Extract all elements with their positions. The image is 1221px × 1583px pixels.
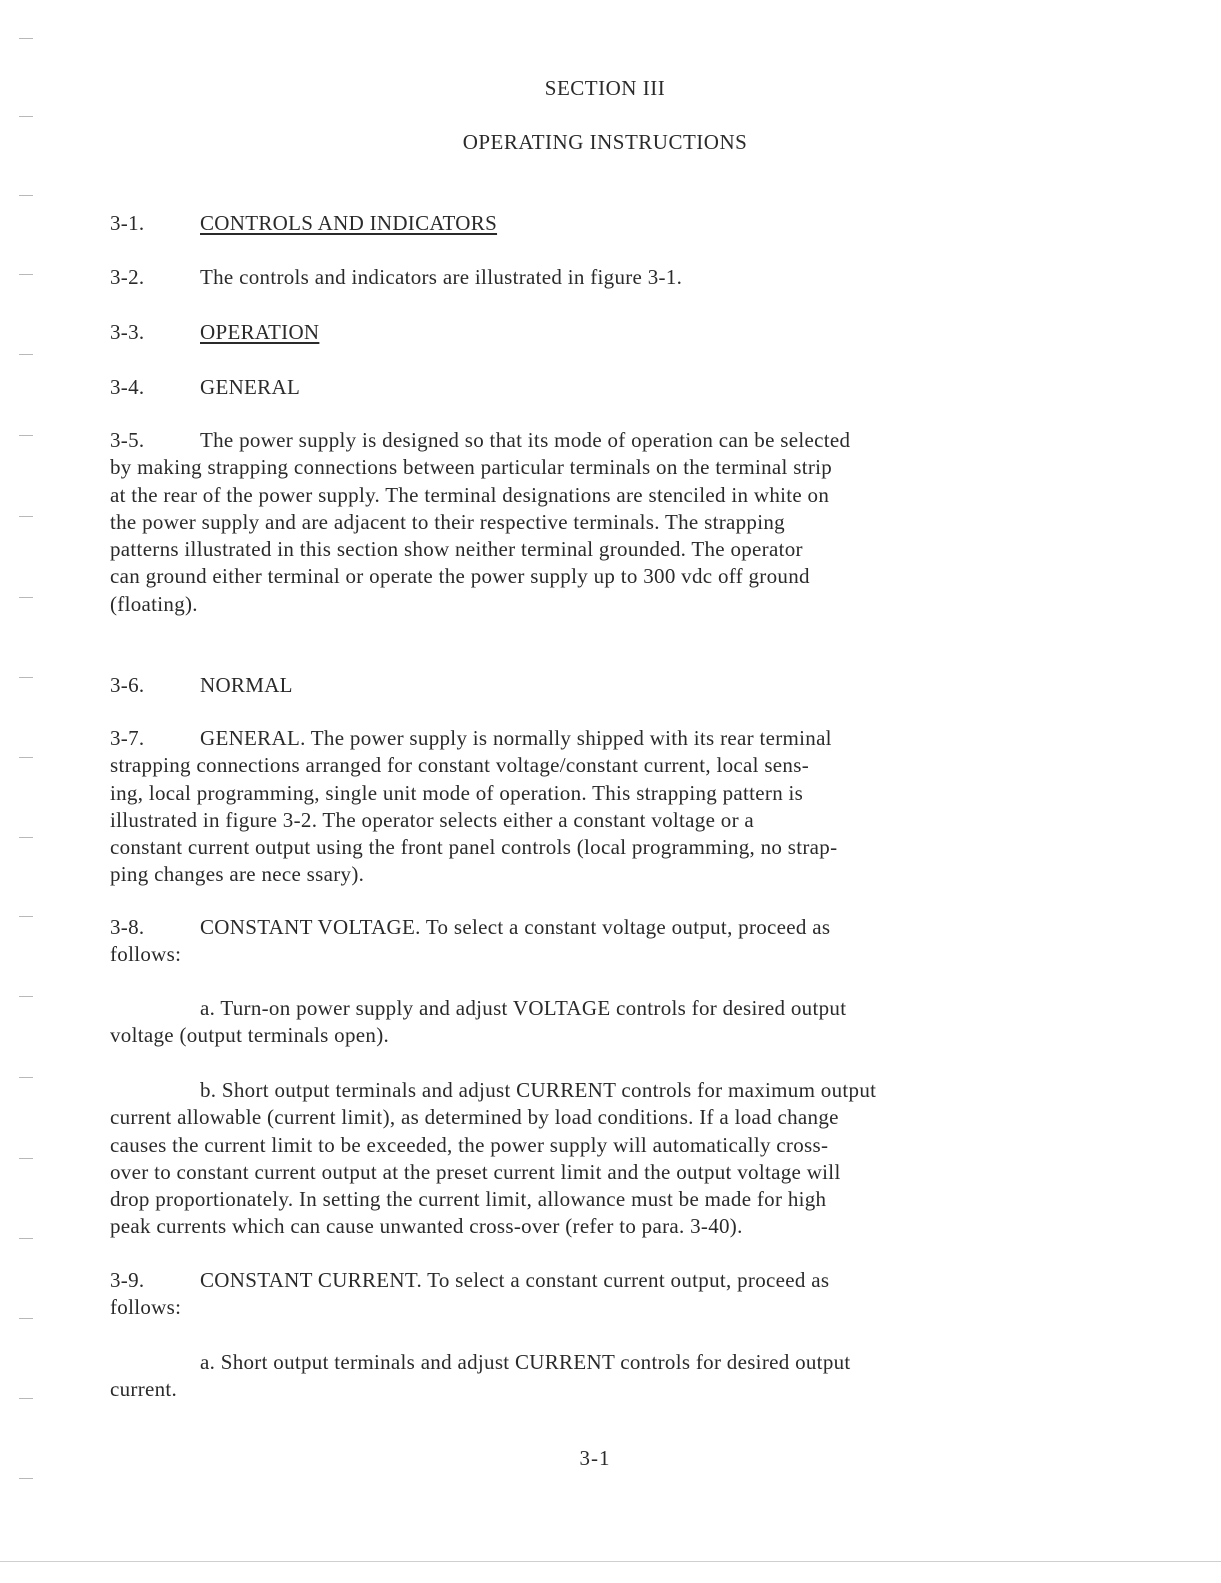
text-line: can ground either terminal or operate the power supply up to 300 vdc off ground <box>110 564 810 589</box>
text-line: by making strapping connections between particular terminals on the terminal strip <box>110 455 833 480</box>
paragraph-number: 3-2. <box>110 265 145 289</box>
margin-mark <box>19 38 33 39</box>
paragraph-number: 3-1. <box>110 211 145 235</box>
paragraph-3-9-a <box>110 1349 851 1404</box>
paragraph-3-3 <box>110 319 319 346</box>
margin-mark <box>19 1318 33 1319</box>
margin-mark <box>19 757 33 758</box>
paragraph-number: 3-7. <box>110 726 145 750</box>
text-line: constant current output using the front panel controls (local programming, no strap- <box>110 835 838 860</box>
text-line: (floating). <box>110 591 198 616</box>
text-line: current allowable (current limit), as determined by load conditions. If a load change <box>110 1105 839 1130</box>
text-line: a. Turn-on power supply and adjust VOLTAGE controls for desired output <box>200 996 847 1020</box>
margin-mark <box>19 516 33 517</box>
margin-mark <box>19 1077 33 1078</box>
section-subtitle: OPERATING INSTRUCTIONS <box>462 130 748 154</box>
margin-mark <box>19 1398 33 1399</box>
paragraph-number: 3-3. <box>110 320 145 344</box>
text-line: follows: <box>110 1295 182 1320</box>
paragraph-3-8-a <box>110 995 846 1050</box>
margin-mark <box>19 354 33 355</box>
margin-mark <box>19 1478 33 1479</box>
paragraph-3-6 <box>110 672 293 699</box>
paragraph-heading: NORMAL <box>200 673 293 697</box>
margin-mark <box>19 435 33 436</box>
text-line: ping changes are nece ssary). <box>110 862 365 887</box>
paragraph-3-8-b <box>110 1077 876 1241</box>
paragraph-3-4 <box>110 374 300 401</box>
text-line: a. Short output terminals and adjust CURRENT controls for desired output <box>200 1350 851 1374</box>
text-line: ing, local programming, single unit mode of operation. This strapping pattern is <box>110 780 804 805</box>
text-line: causes the current limit to be exceeded, the power supply will automatically cross- <box>110 1132 829 1157</box>
text-line: strapping connections arranged for constant voltage/constant current, local sens- <box>110 753 809 778</box>
text-line: GENERAL. The power supply is normally shipped with its rear terminal <box>200 726 832 750</box>
text-line: the power supply and are adjacent to their respective terminals. The strapping <box>110 509 785 534</box>
margin-mark <box>19 916 33 917</box>
page-number: 3-1 <box>579 1446 611 1470</box>
bottom-rule <box>0 1561 1221 1562</box>
margin-mark <box>19 1158 33 1159</box>
text-line: current. <box>110 1377 178 1402</box>
text-line: follows: <box>110 942 182 967</box>
text-line: illustrated in figure 3-2. The operator selects either a constant voltage or a <box>110 807 755 832</box>
text-line: b. Short output terminals and adjust CURRENT controls for maximum output <box>200 1078 877 1102</box>
margin-mark <box>19 996 33 997</box>
text-line: voltage (output terminals open). <box>110 1023 390 1048</box>
paragraph-3-1 <box>110 210 497 237</box>
margin-mark <box>19 1238 33 1239</box>
margin-mark <box>19 274 33 275</box>
paragraph-3-2 <box>110 264 682 291</box>
paragraph-number: 3-6. <box>110 673 145 697</box>
text-line: peak currents which can cause unwanted cross-over (refer to para. 3-40). <box>110 1214 743 1239</box>
margin-mark <box>19 116 33 117</box>
paragraph-text: The controls and indicators are illustrated in figure 3-1. <box>200 265 683 289</box>
paragraph-3-7 <box>110 725 837 889</box>
paragraph-heading: CONTROLS AND INDICATORS <box>200 211 498 235</box>
margin-mark <box>19 677 33 678</box>
text-line: CONSTANT VOLTAGE. To select a constant voltage output, proceed as <box>200 915 831 939</box>
text-line: patterns illustrated in this section show neither terminal grounded. The operator <box>110 537 803 562</box>
margin-mark <box>19 597 33 598</box>
paragraph-3-8 <box>110 914 830 969</box>
paragraph-heading: OPERATION <box>200 320 320 344</box>
paragraph-number: 3-4. <box>110 375 145 399</box>
text-line: CONSTANT CURRENT. To select a constant current output, proceed as <box>200 1268 830 1292</box>
paragraph-number: 3-9. <box>110 1268 145 1292</box>
margin-mark <box>19 195 33 196</box>
margin-mark <box>19 837 33 838</box>
text-line: at the rear of the power supply. The terminal designations are stenciled in white on <box>110 482 830 507</box>
section-title: SECTION III <box>544 76 666 100</box>
text-line: over to constant current output at the preset current limit and the output voltage will <box>110 1159 841 1184</box>
paragraph-number: 3-8. <box>110 915 145 939</box>
text-line: drop proportionately. In setting the current limit, allowance must be made for high <box>110 1187 827 1212</box>
paragraph-heading: GENERAL <box>200 375 301 399</box>
paragraph-3-5 <box>110 427 850 618</box>
text-line: The power supply is designed so that its mode of operation can be selected <box>200 428 851 452</box>
paragraph-3-9 <box>110 1267 829 1322</box>
paragraph-number: 3-5. <box>110 428 145 452</box>
